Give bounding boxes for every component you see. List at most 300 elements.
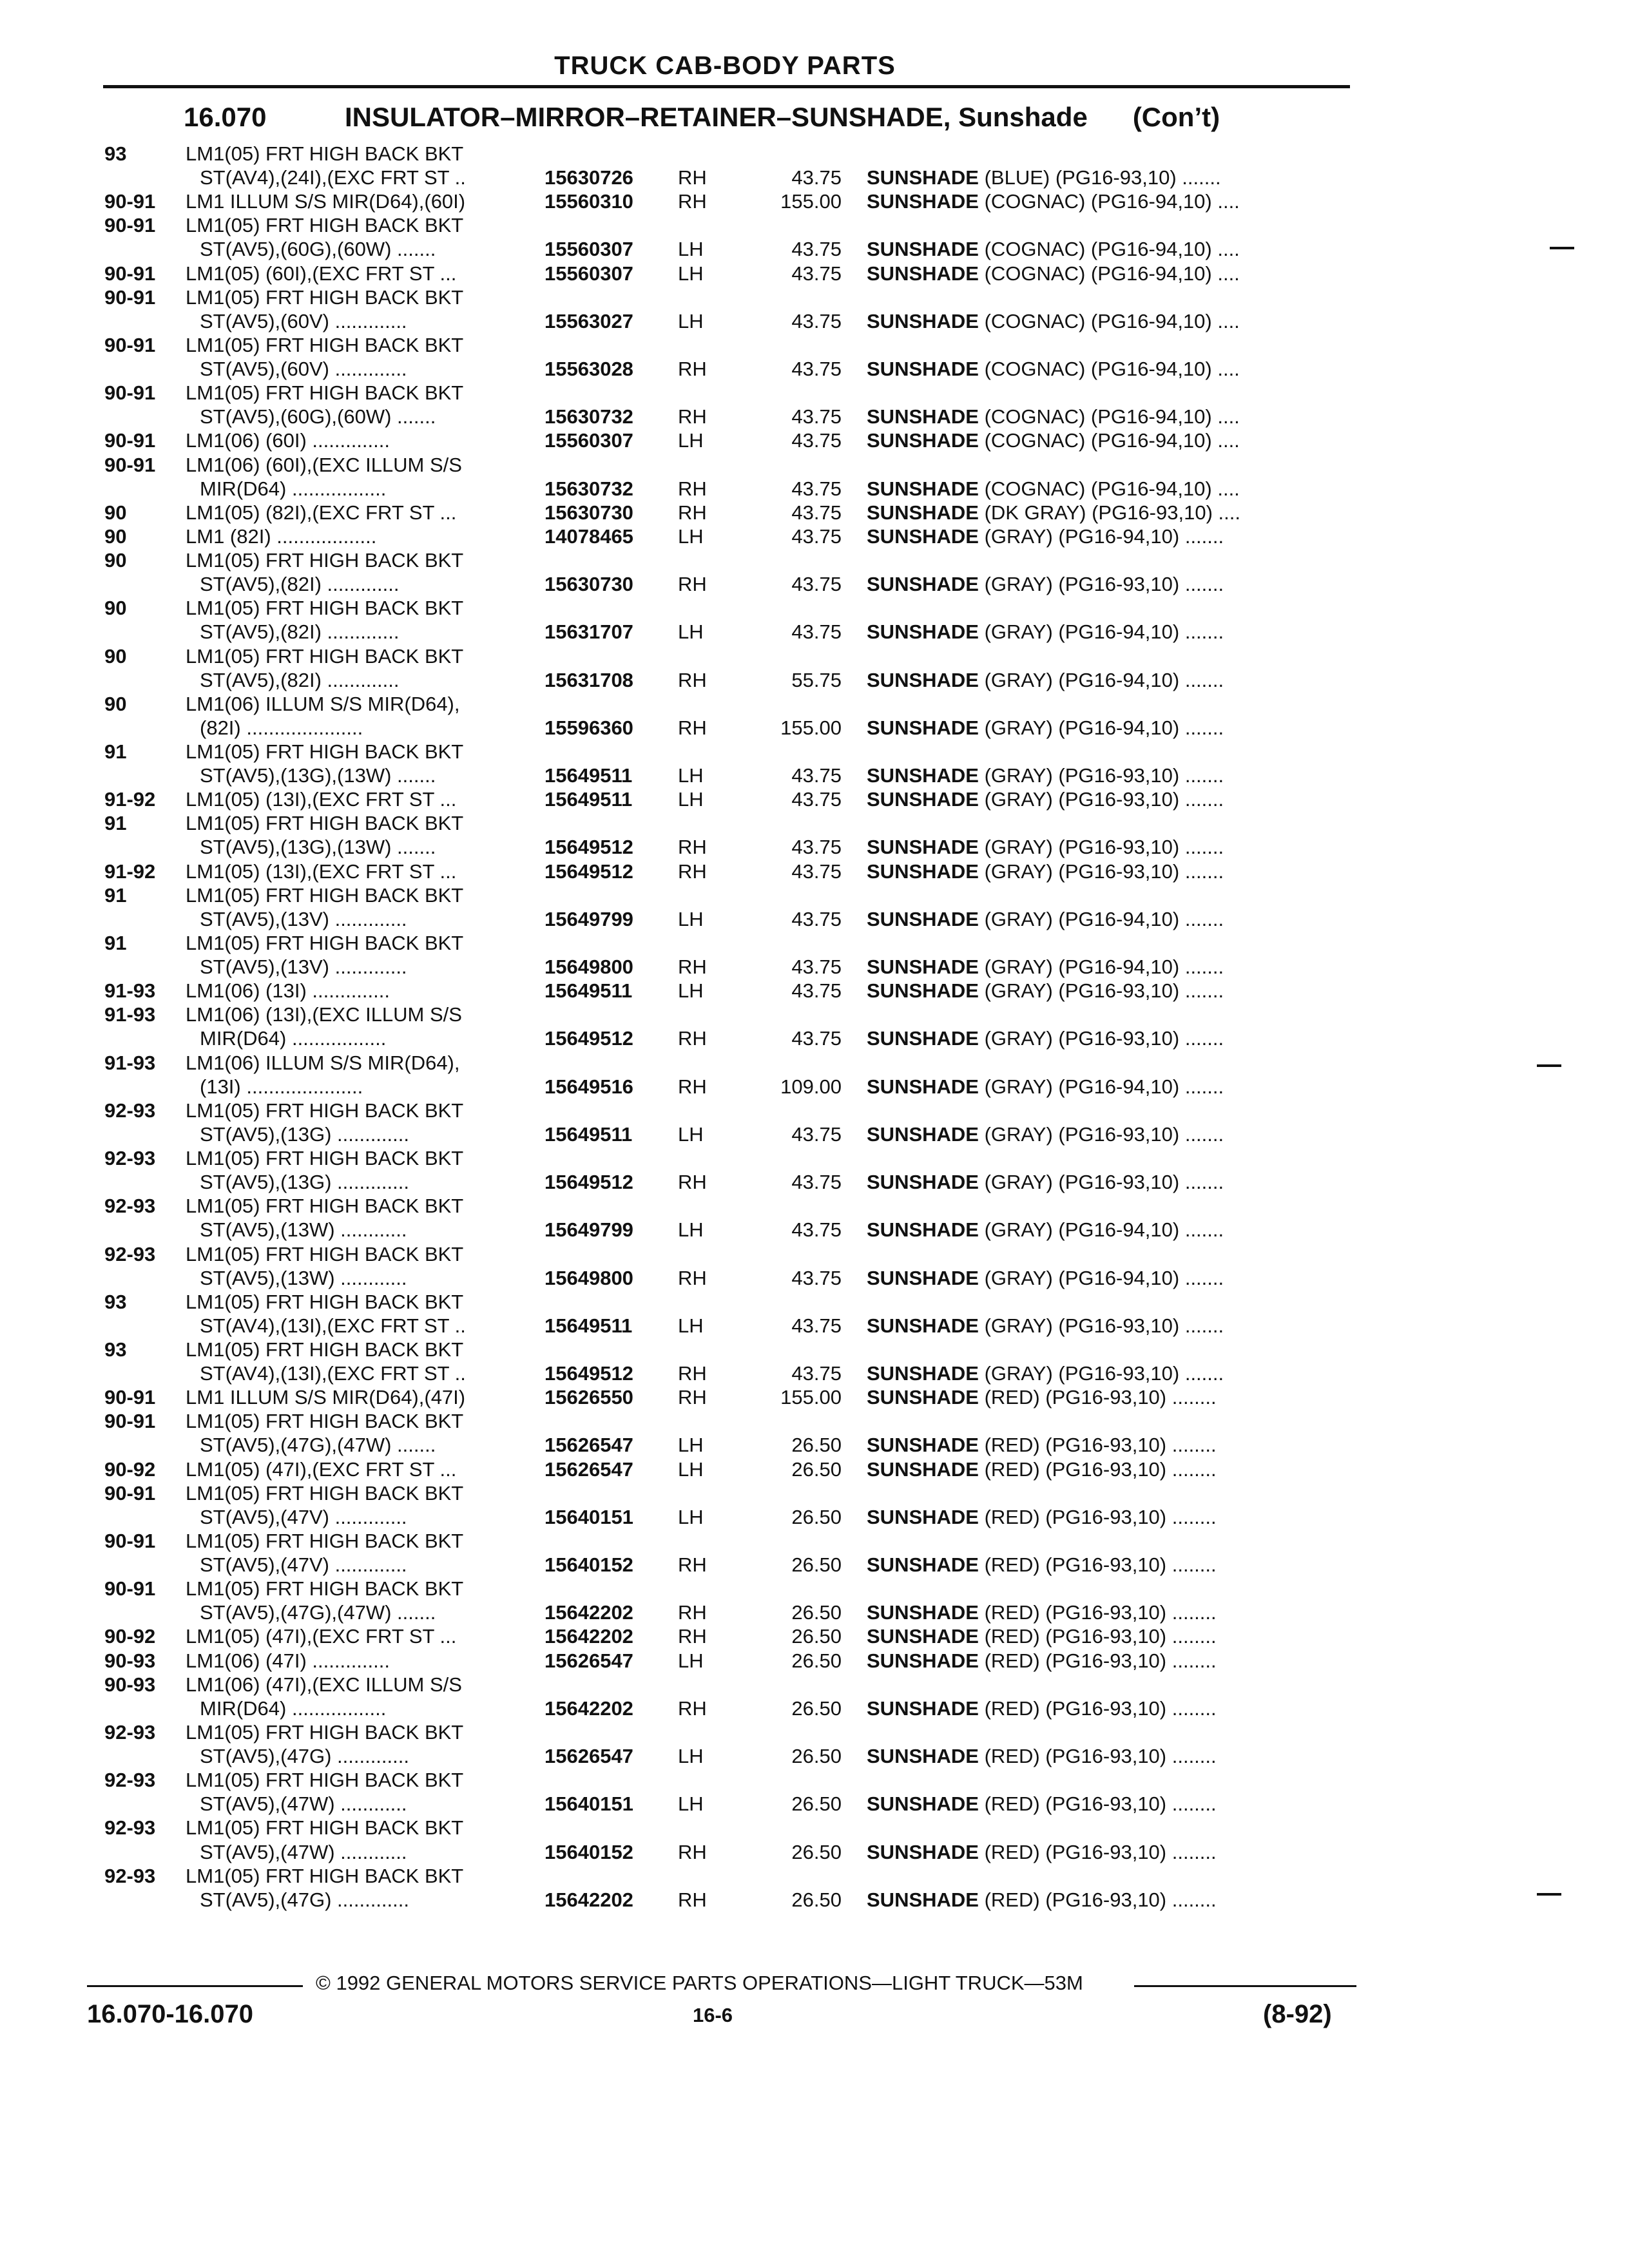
- part-color: (DK GRAY) (PG16-93,10) ....: [984, 501, 1240, 524]
- part-name: [867, 1122, 1351, 1146]
- side: LH: [678, 764, 704, 787]
- price: 26.50: [791, 1457, 842, 1481]
- description: LM1(05) FRT HIGH BACK BKT: [186, 1099, 464, 1122]
- line-number: 90: [104, 524, 127, 548]
- price: 43.75: [791, 429, 842, 452]
- description: LM1(06) (60I),(EXC ILLUM S/S: [186, 453, 462, 476]
- description: MIR(D64) .................: [200, 1696, 387, 1720]
- description: ST(AV4),(13I),(EXC FRT ST ..: [200, 1314, 466, 1337]
- part-name: [867, 1433, 1351, 1457]
- part-name: [867, 357, 1351, 381]
- price: 26.50: [791, 1888, 842, 1911]
- part-color: (GRAY) (PG16-94,10) .......: [984, 1218, 1224, 1242]
- side: RH: [678, 860, 707, 883]
- section-continued: (Con’t): [1132, 102, 1220, 132]
- description: LM1(05) FRT HIGH BACK BKT: [186, 931, 464, 954]
- side: RH: [678, 501, 707, 524]
- side: LH: [678, 1314, 704, 1337]
- price: 26.50: [791, 1745, 842, 1768]
- part-color: (GRAY) (PG16-94,10) .......: [984, 1266, 1224, 1289]
- part-number: 15626547: [545, 1649, 633, 1672]
- part-name: [867, 620, 1351, 644]
- description: LM1(05) FRT HIGH BACK BKT: [186, 1529, 464, 1552]
- part-name: [867, 477, 1351, 501]
- line-number: 90: [104, 644, 127, 668]
- part-color: (COGNAC) (PG16-94,10) ....: [984, 405, 1240, 428]
- part-name-main: SUNSHADE: [867, 1625, 979, 1648]
- part-color: (GRAY) (PG16-93,10) .......: [984, 1122, 1224, 1146]
- part-name: [867, 860, 1351, 883]
- part-name: [867, 572, 1351, 596]
- part-name: [867, 237, 1351, 261]
- side: LH: [678, 1649, 704, 1672]
- side: RH: [678, 1601, 707, 1624]
- part-color: (GRAY) (PG16-93,10) .......: [984, 860, 1224, 883]
- description: LM1(05) FRT HIGH BACK BKT: [186, 812, 464, 835]
- side: LH: [678, 1505, 704, 1528]
- part-name: [867, 764, 1351, 787]
- part-color: (GRAY) (PG16-93,10) .......: [984, 573, 1224, 596]
- description: LM1(05) FRT HIGH BACK BKT: [186, 549, 464, 572]
- description: LM1(05) FRT HIGH BACK BKT: [186, 883, 464, 907]
- line-number: 90-91: [104, 429, 156, 452]
- side: LH: [678, 524, 704, 548]
- line-number: 92-93: [104, 1099, 156, 1122]
- part-name: [867, 1553, 1351, 1577]
- part-number: 15630730: [545, 501, 633, 524]
- part-name-main: SUNSHADE: [867, 1696, 979, 1720]
- part-name-main: SUNSHADE: [867, 1314, 979, 1337]
- part-number: 15642202: [545, 1888, 633, 1911]
- line-number: 93: [104, 142, 127, 165]
- part-name: [867, 1218, 1351, 1242]
- description: LM1(05) FRT HIGH BACK BKT: [186, 1720, 464, 1744]
- price: 109.00: [780, 1075, 842, 1098]
- description: LM1(06) (13I) ..............: [186, 979, 390, 1003]
- side: RH: [678, 1266, 707, 1289]
- part-number: 15626550: [545, 1386, 633, 1409]
- price: 43.75: [791, 979, 842, 1003]
- description: ST(AV5),(47V) .............: [200, 1553, 407, 1577]
- part-name: [867, 955, 1351, 979]
- part-number: 15630730: [545, 573, 633, 596]
- part-number: 15649800: [545, 1266, 633, 1289]
- part-name-main: SUNSHADE: [867, 1649, 979, 1672]
- line-number: 90-93: [104, 1673, 156, 1696]
- part-name: [867, 1624, 1351, 1648]
- price: 43.75: [791, 1266, 842, 1289]
- price: 26.50: [791, 1505, 842, 1528]
- side: RH: [678, 1171, 707, 1194]
- part-color: (GRAY) (PG16-94,10) .......: [984, 907, 1224, 930]
- description: ST(AV5),(47V) .............: [200, 1505, 407, 1528]
- description: LM1(05) FRT HIGH BACK BKT: [186, 1338, 464, 1361]
- page-header-title: TRUCK CAB-BODY PARTS: [554, 52, 896, 80]
- part-name-main: SUNSHADE: [867, 1553, 979, 1577]
- line-number: 90-92: [104, 1625, 156, 1648]
- price: 26.50: [791, 1553, 842, 1577]
- part-color: (RED) (PG16-93,10) ........: [984, 1696, 1217, 1720]
- part-color: (RED) (PG16-93,10) ........: [984, 1386, 1217, 1409]
- part-color: (RED) (PG16-93,10) ........: [984, 1505, 1217, 1528]
- price: 26.50: [791, 1840, 842, 1863]
- part-name-main: SUNSHADE: [867, 1888, 979, 1911]
- price: 55.75: [791, 668, 842, 691]
- part-name-main: SUNSHADE: [867, 1362, 979, 1385]
- part-name: [867, 428, 1351, 452]
- description: LM1(05) (13I),(EXC FRT ST ...: [186, 860, 457, 883]
- line-number: 90: [104, 501, 127, 524]
- part-color: (RED) (PG16-93,10) ........: [984, 1625, 1217, 1648]
- description: ST(AV5),(60V) .............: [200, 358, 407, 381]
- side: LH: [678, 1434, 704, 1457]
- part-name: [867, 1361, 1351, 1385]
- part-color: (RED) (PG16-93,10) ........: [984, 1457, 1217, 1481]
- price: 43.75: [791, 238, 842, 261]
- side: LH: [678, 788, 704, 811]
- section-title: INSULATOR–MIRROR–RETAINER–SUNSHADE, Sunshade: [345, 102, 1088, 132]
- description: LM1(05) FRT HIGH BACK BKT: [186, 597, 464, 620]
- part-number: 15630732: [545, 477, 633, 500]
- part-number: 15640151: [545, 1505, 633, 1528]
- part-color: (GRAY) (PG16-93,10) .......: [984, 1027, 1224, 1050]
- part-color: (BLUE) (PG16-93,10) .......: [984, 166, 1221, 189]
- side: RH: [678, 573, 707, 596]
- part-name: [867, 1792, 1351, 1816]
- line-number: 91: [104, 740, 127, 763]
- part-number: 15563028: [545, 358, 633, 381]
- part-name-main: SUNSHADE: [867, 956, 979, 979]
- part-name-main: SUNSHADE: [867, 477, 979, 500]
- description: LM1(05) FRT HIGH BACK BKT: [186, 1577, 464, 1600]
- line-number: 90-91: [104, 285, 156, 309]
- price: 26.50: [791, 1696, 842, 1720]
- part-name-main: SUNSHADE: [867, 668, 979, 691]
- description: ST(AV5),(13V) .............: [200, 956, 407, 979]
- part-name: [867, 1840, 1351, 1864]
- part-name-main: SUNSHADE: [867, 1840, 979, 1863]
- description: ST(AV5),(60V) .............: [200, 309, 407, 332]
- line-number: 90-91: [104, 1529, 156, 1552]
- line-number: 91-92: [104, 788, 156, 811]
- part-number: 15560307: [545, 262, 633, 285]
- side: RH: [678, 1553, 707, 1577]
- side: RH: [678, 358, 707, 381]
- description: ST(AV5),(13G),(13W) .......: [200, 764, 436, 787]
- part-color: (GRAY) (PG16-93,10) .......: [984, 764, 1224, 787]
- price: 43.75: [791, 836, 842, 859]
- line-number: 90-91: [104, 1481, 156, 1504]
- side: LH: [678, 907, 704, 930]
- line-number: 90-91: [104, 1410, 156, 1433]
- description: LM1(06) (60I) ..............: [186, 429, 390, 452]
- side: RH: [678, 1888, 707, 1911]
- description: ST(AV4),(24I),(EXC FRT ST ..: [200, 166, 466, 189]
- part-name-main: SUNSHADE: [867, 166, 979, 189]
- part-name-main: SUNSHADE: [867, 1027, 979, 1050]
- price: 26.50: [791, 1434, 842, 1457]
- part-color: (GRAY) (PG16-94,10) .......: [984, 620, 1224, 644]
- description: ST(AV5),(47G),(47W) .......: [200, 1601, 436, 1624]
- footer-section-range: 16.070-16.070: [87, 2000, 254, 2028]
- description: LM1 (82I) ..................: [186, 524, 377, 548]
- line-number: 93: [104, 1338, 127, 1361]
- part-color: (RED) (PG16-93,10) ........: [984, 1840, 1217, 1863]
- part-name-main: SUNSHADE: [867, 238, 979, 261]
- description: ST(AV5),(13G),(13W) .......: [200, 836, 436, 859]
- price: 43.75: [791, 1314, 842, 1337]
- part-name: [867, 668, 1351, 692]
- part-number: 15649800: [545, 956, 633, 979]
- section-number: 16.070: [184, 102, 267, 132]
- part-name-main: SUNSHADE: [867, 501, 979, 524]
- line-number: 92-93: [104, 1816, 156, 1840]
- part-name-main: SUNSHADE: [867, 1505, 979, 1528]
- side: LH: [678, 1792, 704, 1816]
- line-number: 90: [104, 692, 127, 715]
- part-name-main: SUNSHADE: [867, 358, 979, 381]
- description: LM1(05) (13I),(EXC FRT ST ...: [186, 788, 457, 811]
- side: RH: [678, 1075, 707, 1098]
- part-name: [867, 1266, 1351, 1290]
- part-name: [867, 1744, 1351, 1768]
- footer-copyright: © 1992 GENERAL MOTORS SERVICE PARTS OPERATIONS—LIGHT TRUCK—53M: [316, 1972, 1083, 1994]
- price: 43.75: [791, 501, 842, 524]
- price: 43.75: [791, 405, 842, 428]
- part-number: 14078465: [545, 524, 633, 548]
- line-number: 90-91: [104, 214, 156, 237]
- part-name-main: SUNSHADE: [867, 1218, 979, 1242]
- line-number: 90-91: [104, 453, 156, 476]
- line-number: 92-93: [104, 1769, 156, 1792]
- part-number: 15649512: [545, 836, 633, 859]
- part-number: 15640152: [545, 1840, 633, 1863]
- side: LH: [678, 1457, 704, 1481]
- side: RH: [678, 190, 707, 213]
- description: ST(AV5),(47G),(47W) .......: [200, 1434, 436, 1457]
- description: LM1(05) FRT HIGH BACK BKT: [186, 1290, 464, 1313]
- description: LM1(05) FRT HIGH BACK BKT: [186, 1481, 464, 1504]
- description: LM1 ILLUM S/S MIR(D64),(47I): [186, 1386, 466, 1409]
- price: 155.00: [780, 716, 842, 739]
- price: 43.75: [791, 262, 842, 285]
- description: ST(AV5),(47W) ............: [200, 1840, 407, 1863]
- part-number: 15642202: [545, 1696, 633, 1720]
- part-name: [867, 1026, 1351, 1050]
- part-number: 15560307: [545, 238, 633, 261]
- part-name: [867, 979, 1351, 1003]
- part-name: [867, 1314, 1351, 1338]
- part-number: 15649799: [545, 1218, 633, 1242]
- description: LM1(05) (47I),(EXC FRT ST ...: [186, 1625, 457, 1648]
- side: LH: [678, 1745, 704, 1768]
- description: MIR(D64) .................: [200, 1027, 387, 1050]
- part-number: 15649511: [545, 979, 633, 1003]
- part-color: (COGNAC) (PG16-94,10) ....: [984, 262, 1240, 285]
- description: LM1(05) FRT HIGH BACK BKT: [186, 1195, 464, 1218]
- description: LM1(05) (60I),(EXC FRT ST ...: [186, 262, 457, 285]
- part-name: [867, 1505, 1351, 1529]
- side: RH: [678, 668, 707, 691]
- part-name: [867, 1385, 1351, 1409]
- footer-rule-left: [87, 1985, 303, 1987]
- part-number: 15640151: [545, 1792, 633, 1816]
- side: LH: [678, 979, 704, 1003]
- line-number: 90-91: [104, 262, 156, 285]
- part-name: [867, 262, 1351, 285]
- margin-mark: [1537, 1064, 1561, 1067]
- price: 155.00: [780, 190, 842, 213]
- part-name-main: SUNSHADE: [867, 1266, 979, 1289]
- price: 43.75: [791, 358, 842, 381]
- part-color: (RED) (PG16-93,10) ........: [984, 1888, 1217, 1911]
- price: 26.50: [791, 1601, 842, 1624]
- description: ST(AV5),(47W) ............: [200, 1792, 407, 1816]
- section-heading: [184, 102, 1220, 133]
- part-name-main: SUNSHADE: [867, 979, 979, 1003]
- line-number: 90: [104, 549, 127, 572]
- part-name-main: SUNSHADE: [867, 429, 979, 452]
- part-name-main: SUNSHADE: [867, 1171, 979, 1194]
- part-name-main: SUNSHADE: [867, 1075, 979, 1098]
- line-number: 90: [104, 597, 127, 620]
- description: LM1(05) FRT HIGH BACK BKT: [186, 1769, 464, 1792]
- line-number: 90-91: [104, 381, 156, 405]
- line-number: 90-91: [104, 190, 156, 213]
- part-number: 15642202: [545, 1625, 633, 1648]
- description: LM1(05) FRT HIGH BACK BKT: [186, 142, 464, 165]
- line-number: 90-91: [104, 1386, 156, 1409]
- part-name-main: SUNSHADE: [867, 860, 979, 883]
- line-number: 92-93: [104, 1195, 156, 1218]
- line-number: 90-91: [104, 1577, 156, 1600]
- part-number: 15630732: [545, 405, 633, 428]
- side: LH: [678, 1122, 704, 1146]
- line-number: 90-93: [104, 1649, 156, 1672]
- part-color: (GRAY) (PG16-94,10) .......: [984, 668, 1224, 691]
- price: 43.75: [791, 1218, 842, 1242]
- line-number: 91: [104, 883, 127, 907]
- price: 43.75: [791, 524, 842, 548]
- part-color: (RED) (PG16-93,10) ........: [984, 1649, 1217, 1672]
- part-name-main: SUNSHADE: [867, 524, 979, 548]
- description: (82I) .....................: [200, 716, 363, 739]
- price: 43.75: [791, 166, 842, 189]
- part-color: (GRAY) (PG16-94,10) .......: [984, 1075, 1224, 1098]
- description: ST(AV5),(47G) .............: [200, 1888, 409, 1911]
- price: 43.75: [791, 764, 842, 787]
- description: LM1(05) FRT HIGH BACK BKT: [186, 1410, 464, 1433]
- side: LH: [678, 238, 704, 261]
- part-name-main: SUNSHADE: [867, 405, 979, 428]
- price: 43.75: [791, 1122, 842, 1146]
- description: LM1(06) (47I) ..............: [186, 1649, 390, 1672]
- description: ST(AV5),(13W) ............: [200, 1218, 407, 1242]
- part-name-main: SUNSHADE: [867, 1601, 979, 1624]
- footer-rule-right: [1134, 1985, 1356, 1987]
- description: ST(AV4),(13I),(EXC FRT ST ..: [200, 1362, 466, 1385]
- side: LH: [678, 1218, 704, 1242]
- part-number: 15649511: [545, 1122, 633, 1146]
- part-name-main: SUNSHADE: [867, 262, 979, 285]
- part-name: [867, 787, 1351, 811]
- part-number: 15626547: [545, 1434, 633, 1457]
- part-number: 15640152: [545, 1553, 633, 1577]
- description: ST(AV5),(13G) .............: [200, 1122, 409, 1146]
- part-number: 15630726: [545, 166, 633, 189]
- description: LM1(05) FRT HIGH BACK BKT: [186, 333, 464, 356]
- line-number: 92-93: [104, 1720, 156, 1744]
- price: 43.75: [791, 1362, 842, 1385]
- side: LH: [678, 620, 704, 644]
- part-color: (GRAY) (PG16-93,10) .......: [984, 979, 1224, 1003]
- description: LM1(05) FRT HIGH BACK BKT: [186, 381, 464, 405]
- side: RH: [678, 1386, 707, 1409]
- description: LM1(05) FRT HIGH BACK BKT: [186, 214, 464, 237]
- part-number: 15649512: [545, 860, 633, 883]
- price: 43.75: [791, 477, 842, 500]
- part-number: 15626547: [545, 1745, 633, 1768]
- part-number: 15626547: [545, 1457, 633, 1481]
- line-number: 90-92: [104, 1457, 156, 1481]
- side: LH: [678, 429, 704, 452]
- part-color: (GRAY) (PG16-94,10) .......: [984, 956, 1224, 979]
- price: 43.75: [791, 907, 842, 930]
- price: 43.75: [791, 620, 842, 644]
- price: 43.75: [791, 309, 842, 332]
- part-name: [867, 1649, 1351, 1673]
- part-color: (COGNAC) (PG16-94,10) ....: [984, 190, 1240, 213]
- description: ST(AV5),(60G),(60W) .......: [200, 238, 436, 261]
- part-number: 15649511: [545, 764, 633, 787]
- part-color: (GRAY) (PG16-93,10) .......: [984, 1171, 1224, 1194]
- line-number: 92-93: [104, 1147, 156, 1170]
- part-number: 15596360: [545, 716, 633, 739]
- part-color: (GRAY) (PG16-93,10) .......: [984, 836, 1224, 859]
- part-name-main: SUNSHADE: [867, 1457, 979, 1481]
- part-name-main: SUNSHADE: [867, 190, 979, 213]
- side: LH: [678, 309, 704, 332]
- line-number: 91: [104, 931, 127, 954]
- part-number: 15631707: [545, 620, 633, 644]
- part-name-main: SUNSHADE: [867, 620, 979, 644]
- line-number: 93: [104, 1290, 127, 1313]
- part-name: [867, 716, 1351, 740]
- description: MIR(D64) .................: [200, 477, 387, 500]
- part-name: [867, 1888, 1351, 1912]
- side: RH: [678, 716, 707, 739]
- side: LH: [678, 262, 704, 285]
- side: RH: [678, 836, 707, 859]
- part-number: 15563027: [545, 309, 633, 332]
- part-color: (COGNAC) (PG16-94,10) ....: [984, 238, 1240, 261]
- part-color: (COGNAC) (PG16-94,10) ....: [984, 309, 1240, 332]
- description: (13I) .....................: [200, 1075, 363, 1098]
- side: RH: [678, 1362, 707, 1385]
- part-color: (RED) (PG16-93,10) ........: [984, 1553, 1217, 1577]
- price: 155.00: [780, 1386, 842, 1409]
- part-color: (COGNAC) (PG16-94,10) ....: [984, 429, 1240, 452]
- part-name: [867, 405, 1351, 428]
- side: RH: [678, 166, 707, 189]
- part-name: [867, 524, 1351, 548]
- description: LM1(05) FRT HIGH BACK BKT: [186, 644, 464, 668]
- line-number: 92-93: [104, 1864, 156, 1887]
- part-number: 15560310: [545, 190, 633, 213]
- part-name: [867, 501, 1351, 524]
- description: LM1(06) (13I),(EXC ILLUM S/S: [186, 1003, 462, 1026]
- part-name: [867, 1170, 1351, 1194]
